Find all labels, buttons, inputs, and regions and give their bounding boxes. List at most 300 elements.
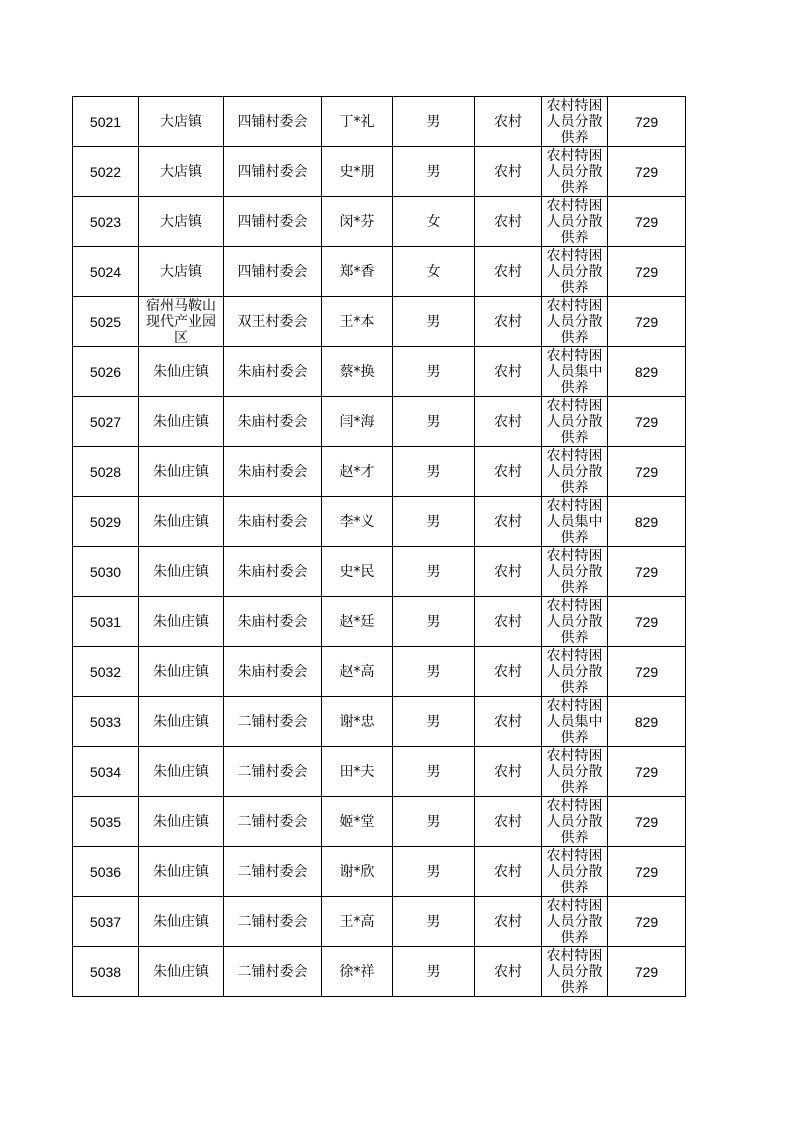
cell-amount [608, 347, 686, 397]
cell-serial-number-text: 5031 [89, 613, 122, 630]
cell-support-category-text: 农村特困人员分散供养 [546, 898, 603, 946]
roster-body [73, 97, 686, 997]
table-row [73, 697, 686, 747]
cell-amount-text: 729 [634, 413, 659, 430]
cell-village-committee [224, 447, 322, 497]
cell-residence-type-text: 农村 [494, 813, 522, 830]
cell-village-committee [224, 547, 322, 597]
cell-village-committee-text: 朱庙村委会 [237, 463, 308, 480]
cell-town [139, 197, 224, 247]
cell-amount-text: 829 [634, 363, 659, 380]
cell-person-name [322, 547, 393, 597]
cell-town [139, 947, 224, 997]
cell-village-committee-text: 朱庙村委会 [237, 563, 308, 580]
cell-person-name-text: 蔡*换 [339, 363, 375, 380]
cell-amount [608, 547, 686, 597]
cell-support-category [542, 197, 608, 247]
cell-person-name-text: 谢*欣 [339, 863, 375, 880]
cell-residence-type [475, 597, 542, 647]
cell-town-text: 大店镇 [160, 163, 202, 180]
cell-town-text: 朱仙庄镇 [153, 663, 209, 680]
cell-town [139, 247, 224, 297]
cell-residence-type-text: 农村 [494, 913, 522, 930]
cell-village-committee-text: 二铺村委会 [237, 713, 308, 730]
cell-support-category [542, 247, 608, 297]
cell-support-category [542, 647, 608, 697]
cell-gender [393, 147, 475, 197]
cell-village-committee [224, 247, 322, 297]
cell-town [139, 647, 224, 697]
cell-gender-text: 男 [426, 713, 441, 730]
cell-support-category [542, 597, 608, 647]
cell-person-name-text: 姬*堂 [339, 813, 375, 830]
cell-person-name-text: 赵*廷 [339, 613, 375, 630]
cell-serial-number [73, 247, 139, 297]
cell-gender-text: 女 [426, 213, 441, 230]
cell-village-committee-text: 二铺村委会 [237, 913, 308, 930]
cell-person-name [322, 147, 393, 197]
cell-amount [608, 497, 686, 547]
cell-town-text: 大店镇 [160, 213, 202, 230]
cell-gender [393, 447, 475, 497]
cell-gender [393, 247, 475, 297]
cell-support-category-text: 农村特困人员分散供养 [546, 98, 603, 146]
cell-gender-text: 男 [426, 763, 441, 780]
cell-serial-number [73, 647, 139, 697]
cell-person-name [322, 97, 393, 147]
cell-residence-type [475, 97, 542, 147]
cell-support-category-text: 农村特困人员分散供养 [546, 198, 603, 246]
cell-gender [393, 497, 475, 547]
cell-support-category-text: 农村特困人员分散供养 [546, 298, 603, 346]
cell-support-category-text: 农村特困人员分散供养 [546, 648, 603, 696]
cell-residence-type-text: 农村 [494, 613, 522, 630]
cell-town [139, 547, 224, 597]
cell-gender-text: 女 [426, 263, 441, 280]
cell-gender-text: 男 [426, 663, 441, 680]
cell-town [139, 347, 224, 397]
cell-town [139, 847, 224, 897]
cell-village-committee [224, 197, 322, 247]
cell-serial-number [73, 797, 139, 847]
cell-village-committee [224, 647, 322, 697]
cell-gender [393, 947, 475, 997]
cell-person-name-text: 赵*高 [339, 663, 375, 680]
cell-gender-text: 男 [426, 163, 441, 180]
cell-support-category [542, 297, 608, 347]
cell-person-name-text: 史*朋 [339, 163, 375, 180]
cell-amount [608, 197, 686, 247]
cell-amount-text: 729 [634, 163, 659, 180]
cell-amount [608, 97, 686, 147]
cell-gender-text: 男 [426, 563, 441, 580]
cell-village-committee-text: 朱庙村委会 [237, 363, 308, 380]
cell-support-category-text: 农村特困人员集中供养 [546, 348, 603, 396]
cell-town [139, 747, 224, 797]
cell-person-name [322, 447, 393, 497]
table-row [73, 197, 686, 247]
cell-person-name [322, 647, 393, 697]
cell-serial-number-text: 5036 [89, 863, 122, 880]
cell-person-name-text: 李*义 [339, 513, 375, 530]
cell-town [139, 397, 224, 447]
cell-town-text: 朱仙庄镇 [153, 513, 209, 530]
cell-village-committee-text: 朱庙村委会 [237, 663, 308, 680]
cell-amount-text: 729 [634, 463, 659, 480]
cell-gender [393, 747, 475, 797]
cell-serial-number [73, 747, 139, 797]
cell-support-category-text: 农村特困人员分散供养 [546, 398, 603, 446]
cell-serial-number [73, 497, 139, 547]
cell-town-text: 朱仙庄镇 [153, 863, 209, 880]
cell-town [139, 297, 224, 347]
assistance-roster-table [72, 96, 686, 997]
cell-village-committee [224, 747, 322, 797]
cell-support-category-text: 农村特困人员分散供养 [546, 148, 603, 196]
cell-amount-text: 729 [634, 863, 659, 880]
cell-village-committee-text: 四铺村委会 [237, 113, 308, 130]
cell-amount-text: 729 [634, 113, 659, 130]
cell-town [139, 897, 224, 947]
cell-village-committee-text: 二铺村委会 [237, 813, 308, 830]
table-row [73, 547, 686, 597]
table-row [73, 947, 686, 997]
cell-support-category [542, 547, 608, 597]
cell-gender-text: 男 [426, 863, 441, 880]
cell-serial-number [73, 897, 139, 947]
cell-gender [393, 697, 475, 747]
table-row [73, 447, 686, 497]
cell-person-name-text: 丁*礼 [339, 113, 375, 130]
cell-serial-number [73, 947, 139, 997]
cell-amount [608, 147, 686, 197]
cell-residence-type [475, 747, 542, 797]
cell-person-name-text: 徐*祥 [339, 963, 375, 980]
cell-amount-text: 829 [634, 513, 659, 530]
cell-residence-type [475, 297, 542, 347]
cell-serial-number-text: 5029 [89, 513, 122, 530]
cell-town-text: 朱仙庄镇 [153, 813, 209, 830]
cell-residence-type-text: 农村 [494, 763, 522, 780]
table-row [73, 647, 686, 697]
cell-town-text: 朱仙庄镇 [153, 713, 209, 730]
cell-amount-text: 729 [634, 663, 659, 680]
cell-town-text: 朱仙庄镇 [153, 463, 209, 480]
cell-town-text: 朱仙庄镇 [153, 613, 209, 630]
cell-gender-text: 男 [426, 413, 441, 430]
cell-amount-text: 729 [634, 763, 659, 780]
cell-gender [393, 897, 475, 947]
table-row [73, 297, 686, 347]
cell-village-committee [224, 147, 322, 197]
cell-person-name-text: 谢*忠 [339, 713, 375, 730]
table-row [73, 347, 686, 397]
cell-town [139, 447, 224, 497]
cell-village-committee [224, 497, 322, 547]
cell-person-name-text: 赵*才 [339, 463, 375, 480]
cell-amount [608, 447, 686, 497]
cell-support-category [542, 897, 608, 947]
cell-serial-number-text: 5030 [89, 563, 122, 580]
cell-village-committee-text: 朱庙村委会 [237, 413, 308, 430]
cell-town [139, 697, 224, 747]
cell-residence-type-text: 农村 [494, 713, 522, 730]
cell-town-text: 朱仙庄镇 [153, 963, 209, 980]
cell-village-committee [224, 697, 322, 747]
table-row [73, 747, 686, 797]
cell-residence-type-text: 农村 [494, 113, 522, 130]
cell-amount [608, 747, 686, 797]
cell-amount [608, 597, 686, 647]
cell-support-category [542, 797, 608, 847]
cell-residence-type-text: 农村 [494, 313, 522, 330]
cell-town-text: 朱仙庄镇 [153, 563, 209, 580]
cell-gender-text: 男 [426, 313, 441, 330]
cell-residence-type [475, 697, 542, 747]
cell-serial-number-text: 5022 [89, 163, 122, 180]
cell-village-committee-text: 四铺村委会 [237, 213, 308, 230]
cell-serial-number-text: 5034 [89, 763, 122, 780]
cell-serial-number-text: 5038 [89, 963, 122, 980]
cell-support-category [542, 947, 608, 997]
cell-support-category [542, 497, 608, 547]
cell-person-name [322, 497, 393, 547]
cell-village-committee-text: 双王村委会 [237, 313, 308, 330]
cell-town [139, 97, 224, 147]
cell-serial-number-text: 5028 [89, 463, 122, 480]
cell-residence-type [475, 147, 542, 197]
cell-person-name [322, 847, 393, 897]
cell-serial-number-text: 5026 [89, 363, 122, 380]
cell-person-name [322, 797, 393, 847]
cell-person-name [322, 597, 393, 647]
cell-residence-type [475, 447, 542, 497]
cell-amount [608, 797, 686, 847]
cell-village-committee [224, 297, 322, 347]
cell-gender [393, 647, 475, 697]
cell-village-committee [224, 97, 322, 147]
cell-village-committee [224, 897, 322, 947]
cell-serial-number [73, 197, 139, 247]
cell-residence-type-text: 农村 [494, 963, 522, 980]
cell-gender [393, 97, 475, 147]
cell-person-name [322, 347, 393, 397]
cell-gender [393, 597, 475, 647]
cell-serial-number-text: 5033 [89, 713, 122, 730]
table-row [73, 247, 686, 297]
cell-gender-text: 男 [426, 113, 441, 130]
cell-gender-text: 男 [426, 463, 441, 480]
cell-residence-type [475, 547, 542, 597]
cell-amount [608, 247, 686, 297]
table-row [73, 847, 686, 897]
cell-village-committee [224, 397, 322, 447]
cell-serial-number-text: 5037 [89, 913, 122, 930]
cell-town-text: 朱仙庄镇 [153, 413, 209, 430]
cell-person-name-text: 史*民 [339, 563, 375, 580]
cell-serial-number [73, 97, 139, 147]
cell-support-category-text: 农村特困人员分散供养 [546, 548, 603, 596]
cell-town-text: 大店镇 [160, 113, 202, 130]
cell-person-name [322, 897, 393, 947]
cell-support-category [542, 147, 608, 197]
cell-amount [608, 397, 686, 447]
cell-amount-text: 729 [634, 913, 659, 930]
cell-gender [393, 297, 475, 347]
table-row [73, 397, 686, 447]
table-row [73, 597, 686, 647]
cell-gender [393, 847, 475, 897]
cell-support-category-text: 农村特困人员集中供养 [546, 698, 603, 746]
cell-residence-type [475, 497, 542, 547]
cell-gender [393, 547, 475, 597]
table-row [73, 497, 686, 547]
cell-amount [608, 647, 686, 697]
cell-residence-type [475, 897, 542, 947]
cell-support-category [542, 697, 608, 747]
cell-serial-number [73, 147, 139, 197]
cell-gender-text: 男 [426, 963, 441, 980]
cell-serial-number-text: 5021 [89, 113, 122, 130]
cell-residence-type-text: 农村 [494, 563, 522, 580]
cell-town-text: 朱仙庄镇 [153, 763, 209, 780]
cell-village-committee-text: 二铺村委会 [237, 763, 308, 780]
cell-support-category [542, 747, 608, 797]
cell-person-name [322, 247, 393, 297]
cell-amount [608, 847, 686, 897]
cell-town-text: 朱仙庄镇 [153, 363, 209, 380]
cell-town-text: 大店镇 [160, 263, 202, 280]
cell-residence-type [475, 197, 542, 247]
cell-serial-number-text: 5035 [89, 813, 122, 830]
cell-serial-number-text: 5025 [89, 313, 122, 330]
cell-amount [608, 897, 686, 947]
cell-support-category-text: 农村特困人员集中供养 [546, 498, 603, 546]
cell-residence-type-text: 农村 [494, 213, 522, 230]
cell-amount-text: 729 [634, 813, 659, 830]
cell-village-committee-text: 朱庙村委会 [237, 513, 308, 530]
cell-serial-number [73, 847, 139, 897]
cell-support-category [542, 347, 608, 397]
cell-gender-text: 男 [426, 913, 441, 930]
cell-amount-text: 729 [634, 263, 659, 280]
cell-serial-number [73, 297, 139, 347]
table-row [73, 97, 686, 147]
cell-support-category [542, 97, 608, 147]
cell-person-name [322, 197, 393, 247]
table-row [73, 797, 686, 847]
cell-amount-text: 829 [634, 713, 659, 730]
cell-gender-text: 男 [426, 363, 441, 380]
cell-residence-type [475, 647, 542, 697]
cell-town-text: 朱仙庄镇 [153, 913, 209, 930]
cell-residence-type-text: 农村 [494, 263, 522, 280]
cell-person-name-text: 田*夫 [339, 763, 375, 780]
cell-gender-text: 男 [426, 513, 441, 530]
cell-amount-text: 729 [634, 213, 659, 230]
cell-person-name [322, 397, 393, 447]
cell-serial-number [73, 397, 139, 447]
cell-gender-text: 男 [426, 613, 441, 630]
cell-serial-number-text: 5024 [89, 263, 122, 280]
cell-village-committee [224, 947, 322, 997]
cell-person-name-text: 王*本 [339, 313, 375, 330]
cell-person-name [322, 747, 393, 797]
cell-support-category-text: 农村特困人员分散供养 [546, 598, 603, 646]
cell-village-committee-text: 二铺村委会 [237, 863, 308, 880]
cell-person-name-text: 王*高 [339, 913, 375, 930]
cell-village-committee [224, 597, 322, 647]
cell-support-category-text: 农村特困人员分散供养 [546, 798, 603, 846]
cell-town [139, 147, 224, 197]
table-row [73, 897, 686, 947]
cell-residence-type [475, 397, 542, 447]
cell-support-category [542, 847, 608, 897]
cell-residence-type-text: 农村 [494, 363, 522, 380]
cell-person-name-text: 郑*香 [339, 263, 375, 280]
cell-amount-text: 729 [634, 313, 659, 330]
cell-village-committee [224, 347, 322, 397]
cell-gender-text: 男 [426, 813, 441, 830]
cell-village-committee-text: 二铺村委会 [237, 963, 308, 980]
cell-residence-type-text: 农村 [494, 663, 522, 680]
cell-amount-text: 729 [634, 613, 659, 630]
cell-support-category-text: 农村特困人员分散供养 [546, 948, 603, 996]
cell-support-category [542, 447, 608, 497]
cell-serial-number [73, 697, 139, 747]
cell-village-committee-text: 四铺村委会 [237, 163, 308, 180]
cell-support-category-text: 农村特困人员分散供养 [546, 248, 603, 296]
cell-support-category [542, 397, 608, 447]
cell-village-committee-text: 四铺村委会 [237, 263, 308, 280]
cell-gender [393, 197, 475, 247]
cell-residence-type-text: 农村 [494, 163, 522, 180]
cell-serial-number [73, 447, 139, 497]
cell-person-name-text: 闵*芬 [339, 213, 375, 230]
cell-person-name-text: 闫*海 [339, 413, 375, 430]
cell-person-name [322, 297, 393, 347]
cell-person-name [322, 697, 393, 747]
cell-village-committee [224, 847, 322, 897]
cell-gender [393, 397, 475, 447]
cell-support-category-text: 农村特困人员分散供养 [546, 848, 603, 896]
cell-village-committee [224, 797, 322, 847]
cell-town-text: 宿州马鞍山现代产业园区 [146, 297, 216, 346]
cell-serial-number [73, 597, 139, 647]
cell-gender [393, 797, 475, 847]
cell-gender [393, 347, 475, 397]
cell-residence-type-text: 农村 [494, 463, 522, 480]
cell-residence-type [475, 347, 542, 397]
table-row [73, 147, 686, 197]
cell-amount-text: 729 [634, 563, 659, 580]
cell-serial-number-text: 5023 [89, 213, 122, 230]
cell-serial-number-text: 5032 [89, 663, 122, 680]
cell-support-category-text: 农村特困人员分散供养 [546, 748, 603, 796]
cell-support-category-text: 农村特困人员分散供养 [546, 448, 603, 496]
cell-serial-number-text: 5027 [89, 413, 122, 430]
cell-amount-text: 729 [634, 963, 659, 980]
cell-residence-type-text: 农村 [494, 863, 522, 880]
cell-amount [608, 947, 686, 997]
cell-amount [608, 697, 686, 747]
cell-town [139, 797, 224, 847]
cell-serial-number [73, 547, 139, 597]
cell-residence-type [475, 847, 542, 897]
cell-amount [608, 297, 686, 347]
cell-town [139, 597, 224, 647]
cell-residence-type [475, 247, 542, 297]
